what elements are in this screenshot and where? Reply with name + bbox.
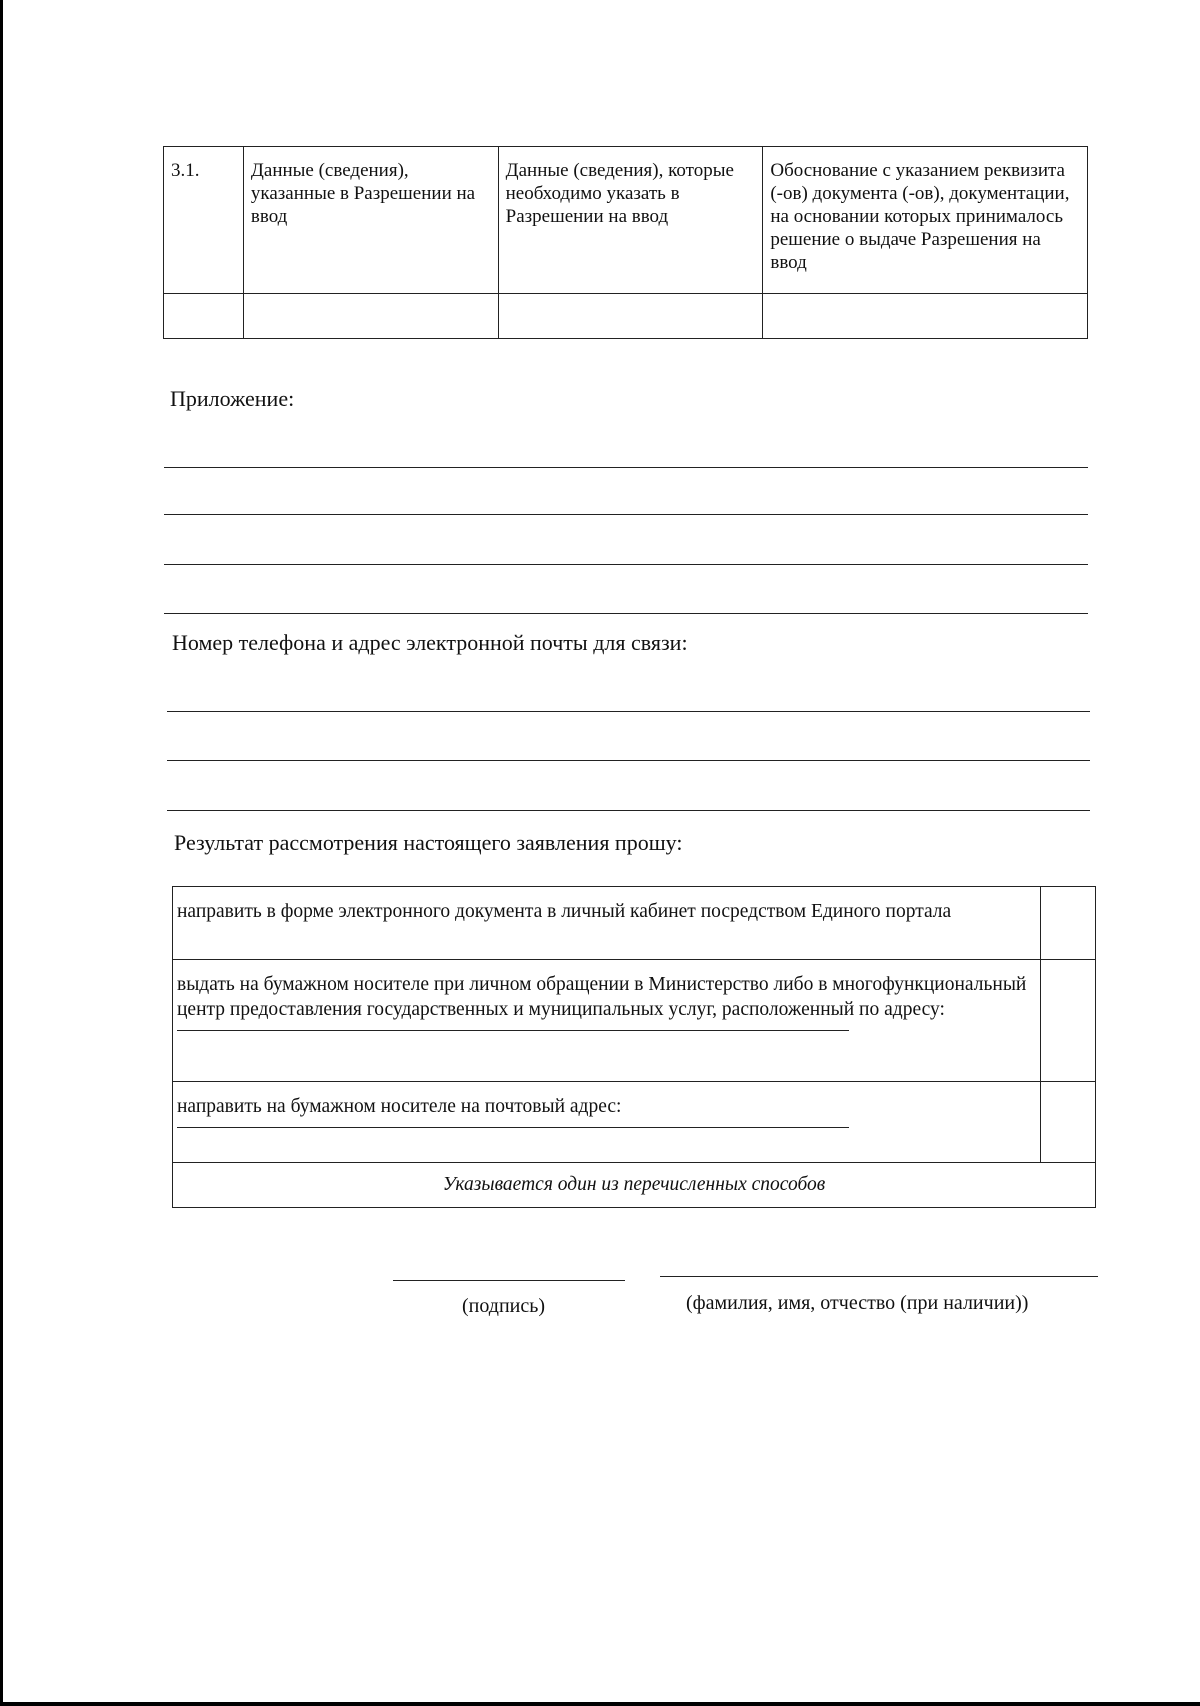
result-option-electronic: направить в форме электронного документа в личный кабинет посредством Единого портала (173, 887, 1041, 960)
table-header-row (164, 147, 1088, 294)
result-option-row (173, 960, 1096, 1082)
contact-label: Номер телефона и адрес электронной почты для связи: (172, 630, 688, 655)
contact-line-2[interactable] (167, 760, 1090, 761)
full-name-line[interactable] (660, 1276, 1098, 1277)
result-option-row (173, 1082, 1096, 1163)
attachment-line-1[interactable] (164, 467, 1088, 468)
result-note-row (173, 1163, 1096, 1208)
result-option-row (173, 887, 1096, 960)
signature-line[interactable] (393, 1280, 625, 1281)
contact-line-3[interactable] (167, 810, 1090, 811)
result-options-table (172, 886, 1096, 1208)
header-indicated-data: Данные (сведения), указанные в Разрешении на ввод (243, 147, 498, 294)
attachment-line-3[interactable] (164, 564, 1088, 565)
header-required-data: Данные (сведения), которые необходимо указать в Разрешении на ввод (498, 147, 763, 294)
cell-number-empty[interactable] (164, 294, 244, 339)
attachment-line-4[interactable] (164, 613, 1088, 614)
table-row (164, 294, 1088, 339)
result-option-in-person-checkbox[interactable] (1041, 960, 1096, 1082)
result-option-mail-text: направить на бумажном носителе на почтовый адрес: (177, 1096, 622, 1117)
signature-caption: (подпись) (462, 1295, 546, 1317)
full-name-caption: (фамилия, имя, отчество (при наличии)) (686, 1292, 1029, 1314)
table-section-3-1 (163, 146, 1088, 339)
contact-line-1[interactable] (167, 711, 1090, 712)
scan-edge-bottom (0, 1702, 1200, 1706)
attachment-line-2[interactable] (164, 514, 1088, 515)
scan-edge-left (0, 0, 3, 1706)
result-note: Указывается один из перечисленных способов (173, 1163, 1096, 1208)
in-person-address-line[interactable] (177, 1030, 849, 1031)
result-option-electronic-checkbox[interactable] (1041, 887, 1096, 960)
cell-required-empty[interactable] (498, 294, 763, 339)
header-basis: Обоснование с указанием реквизита (-ов) документа (-ов), документации, на основании которых принималось решение о выдаче Разрешения на ввод (763, 147, 1088, 294)
result-option-mail-checkbox[interactable] (1041, 1082, 1096, 1163)
postal-address-line[interactable] (177, 1127, 849, 1128)
cell-basis-empty[interactable] (763, 294, 1088, 339)
row-number: 3.1. (164, 147, 244, 294)
result-option-in-person (173, 960, 1041, 1082)
result-option-mail (173, 1082, 1041, 1163)
result-option-in-person-text: выдать на бумажном носителе при личном обращении в Министерство либо в многофункциональный центр предоставления государственных и муниципальных услуг, расположенный по адресу: (177, 974, 1027, 1020)
result-label: Результат рассмотрения настоящего заявления прошу: (174, 830, 683, 855)
cell-indicated-empty[interactable] (243, 294, 498, 339)
attachment-label: Приложение: (170, 386, 295, 411)
